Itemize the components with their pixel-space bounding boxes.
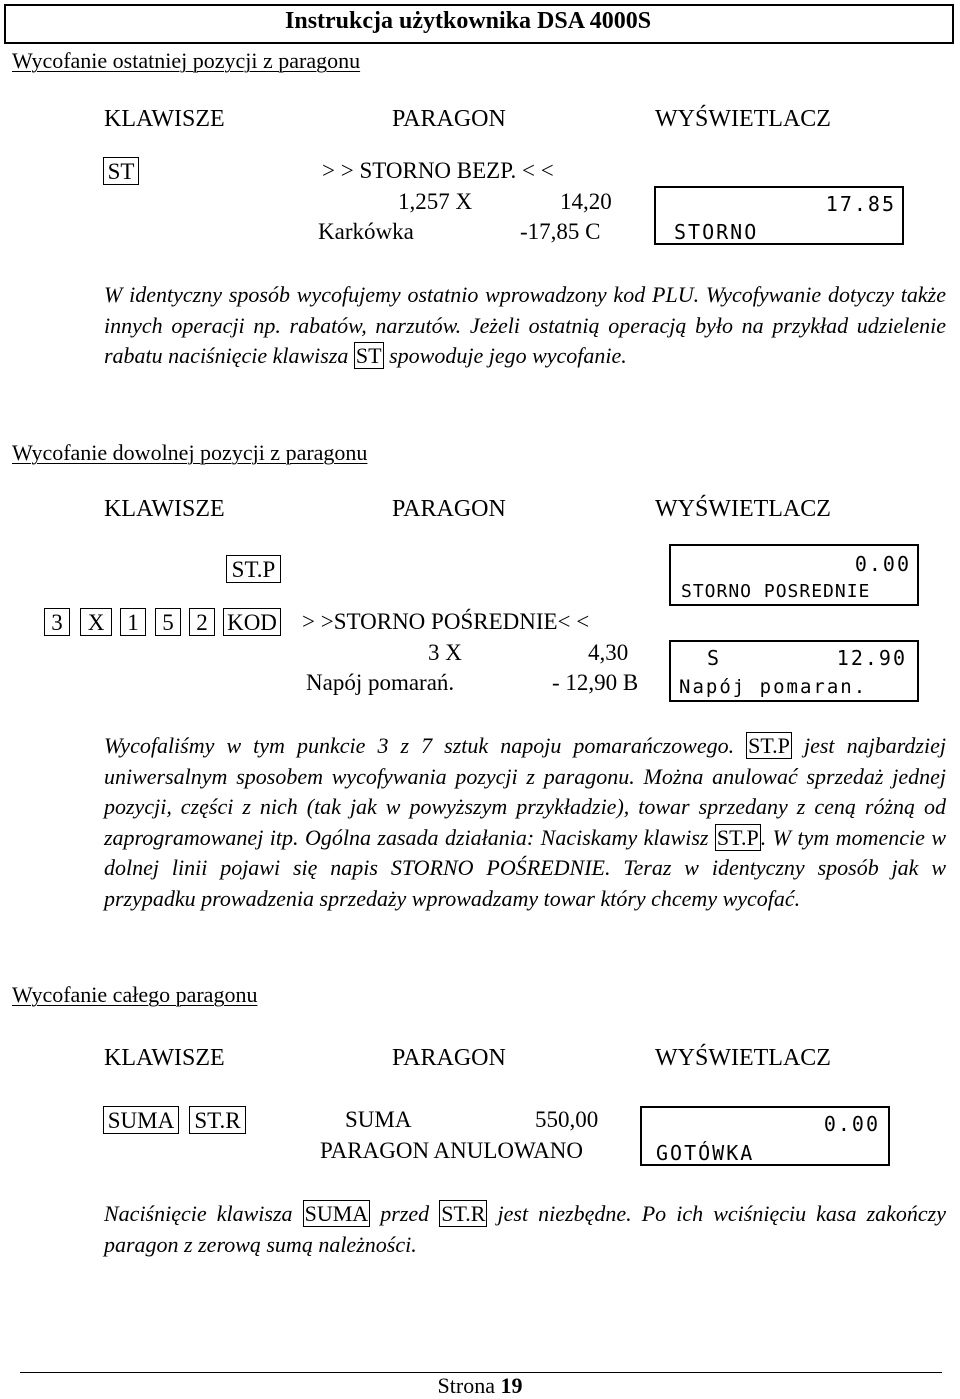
display-value: 12.90 [836, 646, 907, 670]
inline-key-st-p: ST.P [748, 733, 790, 758]
key-2: 2 [189, 608, 215, 636]
receipt-storno-line: > > STORNO BEZP. < < [322, 158, 554, 183]
column-header-display: WYŚWIETLACZ [655, 496, 831, 522]
display-sign: S [707, 646, 722, 670]
column-header-receipt: PARAGON [392, 1045, 506, 1071]
display-panel-gotowka [640, 1106, 890, 1166]
display-text: Napój pomaran. [679, 676, 868, 698]
column-header-keys: KLAWISZE [104, 106, 225, 132]
paragraph-whole-receipt: Naciśnięcie klawisza SUMA przed ST.R jest niezbędne. Po ich wciśnięciu kasa zakończy paragon z zerową sumą należności. [104, 1201, 946, 1257]
key-x: X [80, 608, 112, 636]
column-header-receipt: PARAGON [392, 106, 506, 132]
display-value: 17.85 [825, 192, 896, 216]
page-footer [0, 1373, 960, 1399]
display-value: 0.00 [854, 552, 911, 576]
column-header-display: WYŚWIETLACZ [655, 106, 831, 132]
receipt-suma-amount: 550,00 [535, 1107, 599, 1132]
document-title: Instrukcja użytkownika DSA 4000S [285, 8, 652, 34]
key-1: 1 [120, 608, 146, 636]
column-header-display: WYŚWIETLACZ [655, 1045, 831, 1071]
key-suma: SUMA [103, 1106, 179, 1134]
key-kod: KOD [223, 608, 281, 636]
display-value: 0.00 [823, 1112, 880, 1136]
display-panel-storno [654, 186, 904, 245]
paragraph-any-item: Wycofaliśmy w tym punkcie 3 z 7 sztuk napoju pomarańczowego. ST.P jest najbardziej uniwersalnym sposobem wycofywania pozycji z paragonu. Można anulować sprzedaż jednej pozycji, części z nich (tak jak w powyższym przykładzie), towar sprzedany z ceną różną od zaprogramowanej itp. Ogólna zasada działania: Naciskamy klawisz ST.P. W tym momencie w dolnej linii pojawi się napis STORNO POŚREDNIE. Teraz w identyczny sposób jak w przypadku prowadzenia sprzedaży wprowadzamy towar który chcemy wycofać. [104, 733, 946, 911]
column-header-keys: KLAWISZE [104, 1045, 225, 1071]
paragraph-last-item: W identyczny sposób wycofujemy ostatnio wprowadzony kod PLU. Wycofywanie dotyczy także innych operacji np. rabatów, narzutów. Jeżeli ostatnią operacją było na przykład udzielenie rabatu naciśnięcie klawisza ST spowoduje jego wycofanie. [104, 282, 946, 368]
receipt-price: 14,20 [560, 189, 612, 214]
receipt-price: 4,30 [588, 640, 629, 665]
receipt-item-name: Napój pomarań. [306, 670, 455, 695]
page-number: 19 [500, 1373, 523, 1398]
inline-key-st: ST [355, 343, 382, 368]
key-st: ST [103, 157, 139, 185]
display-panel-item [669, 640, 919, 702]
display-text: STORNO POSREDNIE [681, 581, 871, 602]
section-heading-last-item: Wycofanie ostatniej pozycji z paragonu [12, 48, 361, 73]
column-header-keys: KLAWISZE [104, 496, 225, 522]
key-st-p: ST.P [226, 555, 281, 583]
key-5: 5 [155, 608, 181, 636]
inline-key-suma: SUMA [304, 1201, 369, 1226]
section-heading-whole-receipt: Wycofanie całego paragonu [12, 982, 258, 1007]
receipt-total: - 12,90 B [552, 670, 639, 695]
display-text: STORNO [674, 220, 759, 244]
display-text: GOTÓWKA [656, 1141, 755, 1165]
display-panel-storno-posrednie [669, 544, 919, 606]
section-heading-any-item: Wycofanie dowolnej pozycji z paragonu [12, 440, 368, 465]
receipt-cancel-message: PARAGON ANULOWANO [320, 1138, 584, 1163]
key-st-r: ST.R [189, 1106, 246, 1134]
page-label: Strona [437, 1373, 495, 1398]
receipt-suma-label: SUMA [345, 1107, 412, 1132]
column-header-receipt: PARAGON [392, 496, 506, 522]
key-3: 3 [44, 608, 70, 636]
inline-key-st-p: ST.P [716, 824, 759, 850]
inline-key-st-r: ST.R [441, 1201, 486, 1226]
receipt-item-name: Karkówka [318, 219, 414, 244]
receipt-total: -17,85 C [520, 219, 601, 244]
receipt-storno-posrednie-line: > >STORNO POŚREDNIE< < [302, 609, 590, 634]
receipt-quantity: 1,257 X [398, 189, 473, 214]
receipt-quantity: 3 X [428, 640, 462, 665]
